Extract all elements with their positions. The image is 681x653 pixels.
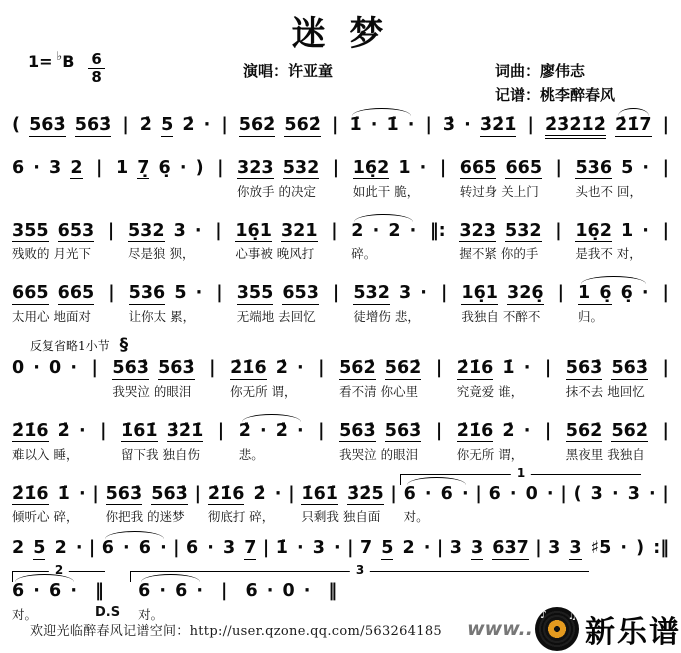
barline [535, 537, 541, 560]
barline [331, 220, 337, 245]
barline [663, 157, 669, 182]
notes-text: 6 · 3 2 [12, 157, 83, 178]
notes-text: 161 326 [461, 283, 544, 304]
lyric-text: 转过身 关上门 [459, 183, 539, 199]
measure [575, 157, 649, 200]
measure [339, 357, 421, 400]
notes-text: 562 562 [238, 115, 321, 135]
measure [575, 220, 649, 263]
song-title: 迷 梦 [291, 14, 390, 54]
lyric-text: 我哭泣 的眼泪 [112, 383, 192, 399]
notes-text: | [475, 483, 482, 504]
measure [237, 157, 319, 200]
notes-text: | [555, 220, 562, 241]
sheet-header [0, 0, 681, 102]
notes-text: | [318, 420, 325, 441]
notes-text: | [662, 220, 669, 241]
vinyl-record-icon [535, 607, 579, 651]
footer-welcome-text: 欢迎光临醉春风记谱空间：http://user.qzone.qq.com/563264185 [30, 623, 442, 639]
notes-text: | [221, 581, 228, 601]
notes-text: | [332, 157, 340, 178]
measure [102, 537, 167, 560]
barline [89, 537, 95, 560]
notes-text: 23212 217 [545, 114, 652, 137]
notes-text: 536 5 · [128, 283, 203, 304]
notes-text: 161 321 [235, 220, 318, 241]
notes-text: 563 563 [339, 420, 422, 441]
measure [545, 114, 652, 137]
notes-text: 3 3 637 [449, 538, 529, 559]
notes-text: | [216, 283, 223, 304]
score-line [0, 465, 681, 526]
barline [288, 483, 294, 508]
notes-text: 563 563 [565, 358, 648, 378]
barline [560, 483, 566, 508]
measure [12, 220, 94, 263]
barline [555, 220, 561, 245]
site-logo [467, 607, 681, 651]
site-logo-text: 新乐谱 [585, 615, 681, 650]
measure [129, 282, 203, 325]
notes-text: 216 2 · [230, 358, 304, 378]
notes-text: 216 2 · [12, 420, 86, 441]
notes-text: ( 3 · 3 · [573, 483, 656, 504]
lyric-text: 你放手 的决定 [237, 183, 317, 199]
notes-text: | [331, 220, 338, 241]
repeat-omission-text: 反复省略1小节 [30, 338, 110, 353]
barline [663, 357, 669, 382]
measure [186, 537, 257, 560]
lyric-text: 心事被 晚风打 [235, 246, 315, 262]
barline [430, 220, 446, 245]
notes-text: 562 562 [339, 358, 422, 378]
notes-text: | [91, 358, 98, 378]
barline [209, 357, 215, 382]
lyric-text: 黑夜里 我独自 [565, 446, 645, 462]
score-line [0, 537, 681, 560]
measure [276, 537, 341, 560]
score-line [0, 220, 681, 263]
barline [108, 220, 114, 245]
score-line [0, 282, 681, 325]
measure [548, 537, 669, 560]
notes-text: | [435, 420, 443, 441]
barline [216, 282, 222, 307]
measure [349, 114, 414, 137]
lyric-text: 你无所 谓， [230, 383, 297, 399]
notes-text: 355 653 [236, 283, 319, 304]
notes-text: | [88, 538, 96, 559]
notes-text: | [100, 420, 107, 441]
barline [436, 357, 442, 382]
notes-text: 7 5 2 · [359, 538, 431, 559]
notes-text: | [262, 538, 270, 559]
notes-text: | [288, 483, 295, 504]
notes-text: 665 665 [459, 157, 542, 178]
notes-text: | [662, 115, 669, 135]
watermark-www-text: www.. [467, 618, 533, 640]
measure [489, 483, 554, 508]
notes-text: ( 563 563 [12, 115, 112, 135]
notes-text: 6 · 0 · [488, 483, 554, 504]
barline [663, 220, 669, 245]
barline [441, 282, 447, 307]
notes-text: 2 · 2 · [351, 220, 417, 241]
measure [140, 114, 211, 137]
barline [662, 483, 668, 508]
notes-text: | [544, 420, 552, 441]
measure [443, 114, 517, 137]
notes-text: | [122, 115, 129, 135]
lyric-text: 头也不 回， [575, 183, 642, 199]
notes-text: 6 · 0 · [245, 581, 311, 601]
barline [663, 114, 669, 137]
measure [353, 282, 427, 325]
notes-text: | [215, 220, 222, 241]
measure [360, 537, 431, 560]
lyric-text: 残败的 月光下 [12, 246, 91, 262]
measure [566, 357, 648, 400]
notes-text: 562 562 [565, 420, 648, 441]
measure [12, 282, 94, 325]
notes-text: 6 · 6 · [12, 581, 77, 601]
measure [12, 483, 86, 526]
barline [332, 114, 338, 137]
barline [347, 537, 353, 560]
volta-label: 2 [49, 564, 69, 576]
barline [545, 420, 551, 445]
time-signature-numerator: 6 [88, 52, 104, 69]
lyric-text: 彻底打 碎， [207, 509, 275, 525]
notes-text: 6 · 3 7 [185, 538, 257, 559]
lyric-text: 尽是狼 狈， [127, 246, 195, 262]
time-signature-denominator: 8 [91, 68, 102, 86]
lyric-text: 我哭泣 的眼泪 [339, 446, 419, 462]
lyric-text: 归。 [578, 309, 604, 324]
notes-text: | [390, 483, 397, 504]
measure [230, 357, 304, 400]
notes-text: | [332, 115, 339, 135]
measure [12, 357, 77, 382]
sheet-footer [0, 604, 681, 651]
notes-text: 1 6 6 · [578, 283, 649, 304]
notes-text: | [217, 420, 225, 441]
notes-text: 3 3 ♯5 · ) :‖ [548, 538, 669, 559]
barline [425, 114, 431, 137]
flat-icon: ♭ [56, 49, 63, 63]
lyric-text: D.S [94, 604, 121, 620]
measure [404, 483, 469, 526]
measure [235, 220, 317, 263]
barline [218, 420, 224, 445]
notes-text: | [544, 358, 552, 378]
notes-text: 1 · 3 · [275, 538, 341, 559]
notes-text: | [555, 157, 562, 178]
notes-text: | [435, 358, 443, 378]
notes-text: 2 5 2 · [139, 115, 211, 135]
notes-text: | [107, 220, 115, 241]
notes-text: 536 5 · [575, 157, 650, 178]
barline [92, 483, 98, 508]
measure [245, 580, 310, 605]
barline [663, 420, 669, 445]
measure [106, 483, 188, 526]
lyric-text: 对。 [138, 606, 164, 622]
lyric-text: 徒增伤 悲， [353, 309, 420, 324]
notes-text: 162 1 · [575, 220, 649, 241]
lyric-text: 无端地 去回忆 [236, 309, 316, 324]
barline [663, 282, 669, 307]
barline [215, 220, 221, 245]
notes-text: | [347, 538, 354, 559]
lyric-text: 只剩我 独自面 [301, 509, 381, 525]
notes-text: | [332, 283, 340, 304]
notes-text: | [662, 157, 669, 178]
lyric-text: 究竟爱 谁， [456, 383, 524, 399]
lyric-text: 让你太 累， [128, 309, 196, 324]
lyric-text: 你把我 的迷梦 [105, 509, 185, 525]
notes-text: 161 321 [121, 420, 204, 441]
notes-text: | [557, 283, 565, 304]
measure [239, 420, 304, 463]
notes-text: ‖ [94, 581, 104, 601]
measure [237, 282, 319, 325]
barline [440, 157, 446, 182]
barline [436, 420, 442, 445]
notes-text: 6 · 6 · [403, 483, 469, 504]
measure [12, 420, 86, 463]
notes-text: | [527, 115, 534, 135]
composer-credit: 词曲：廖伟志 [495, 62, 586, 80]
notes-text: 216 2 · [207, 483, 282, 504]
lyric-text: 看不清 你心里 [339, 383, 419, 399]
barline [217, 157, 223, 182]
measure [239, 114, 321, 137]
notes-text: 1 7 6 · ) [115, 157, 204, 178]
lyric-text: 是我不 对， [575, 246, 642, 262]
barline [91, 357, 97, 382]
barline [545, 357, 551, 382]
measure [351, 220, 416, 263]
measure [574, 483, 656, 508]
time-signature [88, 52, 104, 85]
notes-text: 355 653 [12, 220, 95, 241]
music-note-icon: ♪ [540, 608, 548, 621]
notes-text: 665 665 [12, 283, 95, 304]
measure [460, 157, 542, 200]
notes-text: 1 · 1 · [349, 115, 415, 135]
barline [221, 114, 227, 137]
notes-text: | [92, 483, 99, 504]
measure [457, 357, 531, 400]
notes-text: 532 3 · [353, 283, 427, 304]
key-note: B [62, 52, 75, 71]
barline [108, 282, 114, 307]
measure [459, 220, 541, 263]
lyric-text: 抹不去 地回忆 [565, 383, 645, 399]
notes-text: 216 1 · [12, 483, 86, 504]
music-note-icon: ♫ [568, 611, 577, 622]
lyric-text: 对。 [12, 606, 38, 622]
score-line [0, 357, 681, 400]
barline [556, 157, 562, 182]
notes-text: 323 532 [237, 157, 320, 178]
notes-text: ‖ [328, 581, 338, 601]
barline [195, 483, 201, 508]
score-area [0, 114, 681, 623]
notes-text: | [436, 538, 444, 559]
notes-text: | [425, 115, 432, 135]
notes-text: 216 2 · [456, 420, 531, 441]
notes-text: 216 1 · [456, 358, 531, 378]
notes-text: 3 · 321 [442, 115, 517, 135]
lyric-text: 我独自 不醉不 [461, 309, 541, 324]
notes-text: | [535, 538, 542, 559]
volta-label: 1 [511, 467, 531, 479]
score-line [0, 420, 681, 463]
lyric-text: 悲。 [238, 446, 264, 462]
singer-credit: 演唱：许亚童 [243, 62, 334, 80]
repeat-omission-label [30, 335, 681, 355]
notes-text: | [560, 483, 567, 504]
measure [12, 537, 83, 560]
lyric-text: 对。 [403, 509, 429, 525]
lyric-text: 碎。 [351, 246, 377, 262]
notes-text: 6 · 6 · [101, 538, 167, 559]
lyric-text: 握不紧 你的手 [459, 246, 539, 262]
notes-text: | [662, 283, 669, 304]
key-signature [28, 49, 105, 86]
barline [528, 114, 534, 137]
notes-text: | [662, 358, 669, 378]
lyric-text: 难以入 睡， [12, 446, 79, 462]
notes-text: | [662, 483, 669, 504]
barline [328, 580, 337, 605]
measure [12, 114, 111, 137]
notes-text: 563 563 [105, 483, 188, 504]
notes-text: | [209, 358, 216, 378]
notes-text: | [662, 420, 669, 441]
barline [558, 282, 564, 307]
measure [301, 483, 383, 526]
notes-text: | [217, 157, 224, 178]
measure [353, 157, 427, 200]
barline [173, 537, 179, 560]
notes-text: | [173, 538, 180, 559]
measure [121, 420, 203, 463]
measure [208, 483, 282, 526]
notes-text: 161 325 [301, 483, 384, 504]
measure [566, 420, 648, 463]
notes-text: 2 · 2 · [238, 420, 304, 441]
notes-text: 0 · 0 · [12, 358, 77, 378]
measure [339, 420, 421, 463]
notes-text: 6 · 6 · [138, 581, 204, 601]
measure [578, 282, 649, 325]
notes-text: | [194, 483, 202, 504]
notes-text: | [439, 157, 447, 178]
barline [318, 420, 324, 445]
measure [128, 220, 202, 263]
barline [122, 114, 128, 137]
measure [12, 157, 83, 182]
lyric-text: 如此干 脆， [352, 183, 420, 199]
measure [112, 357, 194, 400]
notes-text: 323 532 [459, 220, 542, 241]
score-line [0, 157, 681, 200]
barline [390, 483, 396, 508]
key-prefix: 1= [28, 52, 53, 71]
barline [96, 157, 102, 182]
notes-text: 532 3 · [127, 220, 202, 241]
lyric-text: 太用心 地面对 [12, 309, 91, 324]
notes-text: | [318, 358, 325, 378]
volta-label: 3 [350, 564, 370, 576]
lyric-text: 你无所 谓， [456, 446, 524, 462]
barline [333, 157, 339, 182]
notes-text: 162 1 · [352, 157, 427, 178]
notes-text: | [440, 283, 448, 304]
notes-text: | [108, 283, 115, 304]
lyric-text: 倾听心 碎， [12, 509, 79, 525]
notes-text: | [221, 115, 228, 135]
barline [318, 357, 324, 382]
barline [221, 580, 227, 605]
lyric-text: 留下我 独自伤 [121, 446, 201, 462]
segno-icon: § [119, 335, 129, 355]
measure [461, 282, 543, 325]
measure [457, 420, 531, 463]
barline [475, 483, 481, 508]
notes-text: 563 563 [112, 358, 195, 378]
notes-text: ‖: [429, 220, 446, 241]
notes-text: | [96, 157, 103, 178]
notator-credit: 记谱：桃李醉春风 [495, 86, 616, 104]
barline [333, 282, 339, 307]
barline [263, 537, 269, 560]
score-line [0, 114, 681, 137]
barline [437, 537, 443, 560]
notes-text: 2 5 2 · [12, 538, 83, 559]
measure [450, 537, 529, 560]
measure [116, 157, 204, 182]
barline [100, 420, 106, 445]
